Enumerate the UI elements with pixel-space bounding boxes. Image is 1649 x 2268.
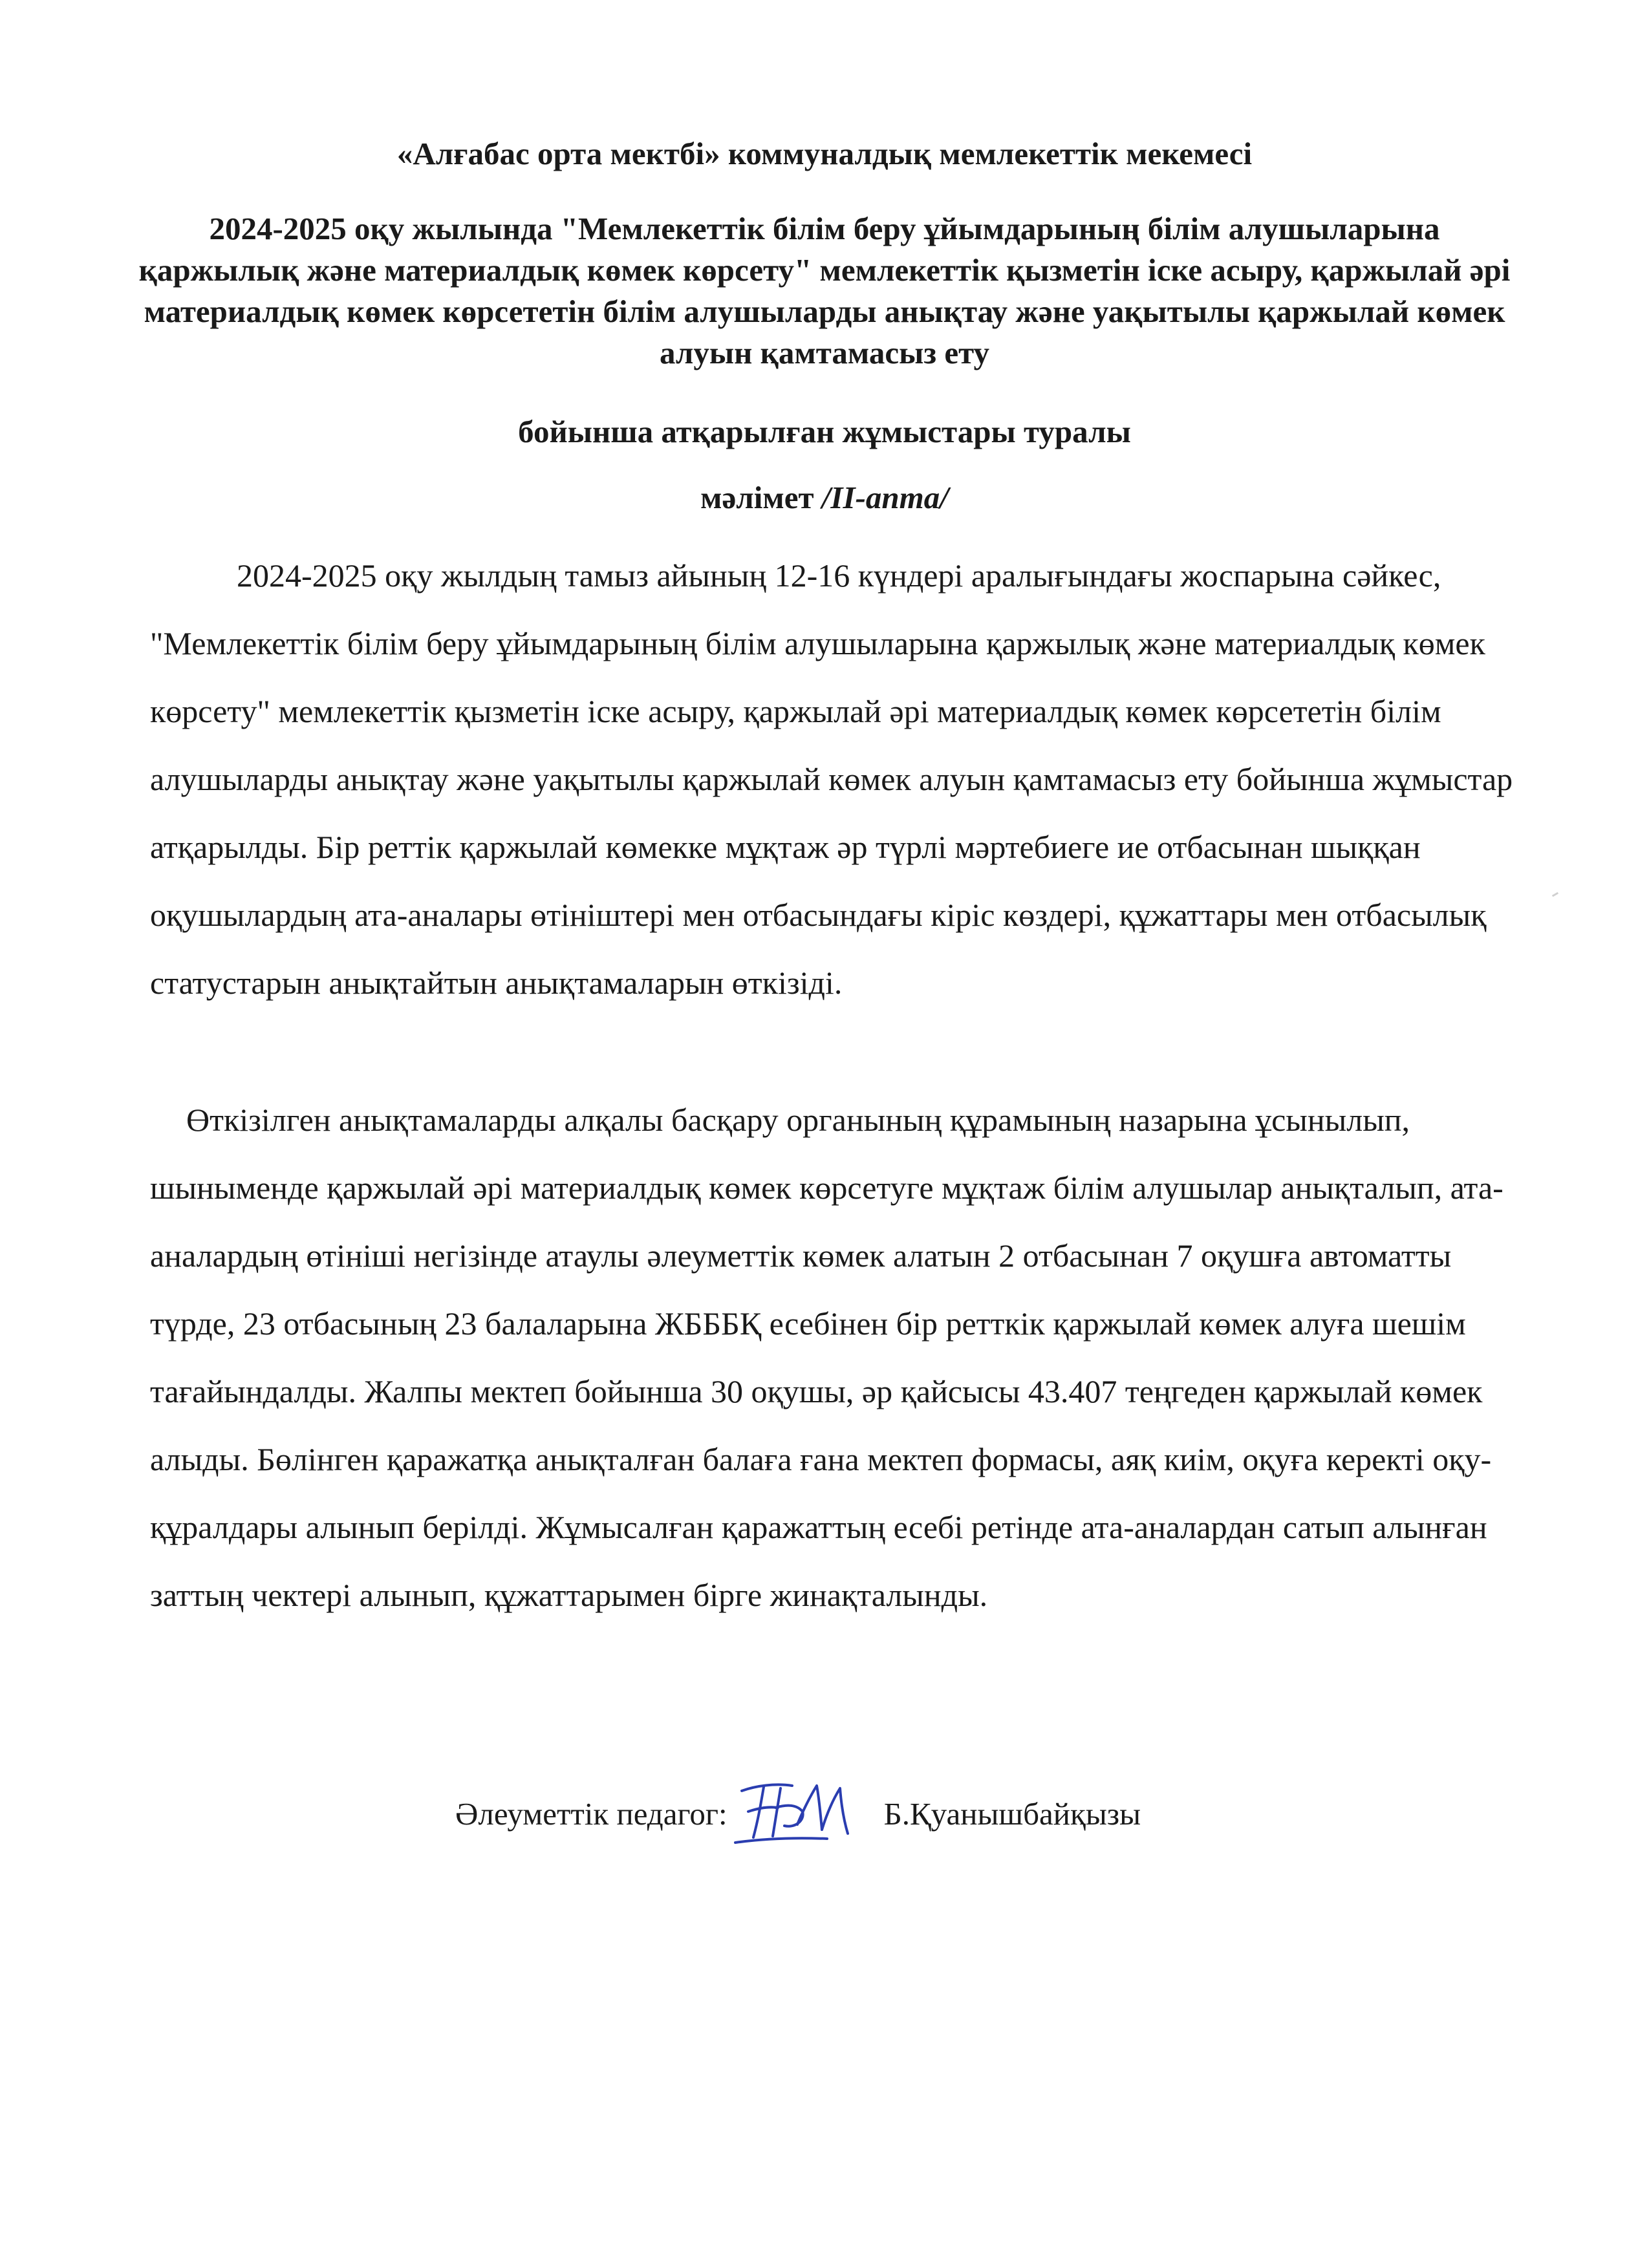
handwritten-signature xyxy=(730,1766,857,1850)
signatory-name: Б.Қуанышбайқызы xyxy=(883,1795,1141,1832)
organization-heading: «Алғабас орта мектбі» коммуналдық мемлекеттік мекемесі xyxy=(396,136,1253,171)
body-paragraph-1: 2024-2025 оқу жылдың тамыз айының 12-16 күндері аралығындағы жоспарына сәйкес, "Мемлекеттік білім беру ұйымдарының білім алушыларына қаржылық және материалдық көмек көрсету" мемлекеттік қызметін іске асыру, қаржылай әрі материалдық көмек көрсететін білім алушыларды анықтау және уақытылы қаржылай көмек алуын қамтамасыз ету бойынша жұмыстар атқарылды. Бір реттік қаржылай көмекке мұқтаж әр түрлі мәртебиеге ие отбасынан шыққан оқушылардың ата-аналары өтініштері мен отбасындағы кіріс көздері, құжаттары мен отбасылық статустарын анықтайтын анықтамаларын өткізіді. xyxy=(150,557,1513,1001)
report-title: 2024-2025 оқу жылында "Мемлекеттік білім беру ұйымдарының білім алушыларына қаржылық және материалдық көмек көрсету" мемлекеттік қызметін іске асыру, қаржылай әрі материалдық көмек көрсететін білім алушыларды анықтау және уақытылы қаржылай көмек алуын қамтамасыз ету xyxy=(138,211,1511,370)
signature-role: Әлеуметтік педагог: xyxy=(455,1795,727,1832)
body-paragraph-2: Өткізілген анықтамаларды алқалы басқару органының құрамының назарына ұсынылып, шынымендe қаржылай әрі материалдық көмек көрсетуге мұқтаж білім алушылар анықталып, ата-аналардың өтініші негізінде атаулы әлеуметтік көмек алатын 2 отбасынан 7 оқушға автоматты түрде, 23 отбасының 23 балаларына ЖБББҚ есебінен бір ретткік қаржылай көмек алуға шешім тағайындалды. Жалпы мектеп бойынша 30 оқушы, әр қайсысы 43.407 теңгеден қаржылай көмек алыды. Бөлінген қаражатқа анықталған балаға ғана мектеп формасы, аяқ киім, оқуға керекті оқу-құралдары алынып берілді. Жұмысалған қаражаттың есебі ретінде ата-аналардан сатып алынған заттың чектері алынып, құжаттарымен бірге жинақталынды. xyxy=(150,1102,1503,1613)
signature-block xyxy=(455,1784,1141,1843)
report-subtitle: бойынша атқарылған жұмыстары туралы xyxy=(518,414,1131,449)
report-label-line xyxy=(129,478,1520,517)
report-week: /II-апта/ xyxy=(821,480,949,515)
report-label: мәлімет xyxy=(700,480,814,515)
scan-speck xyxy=(1552,892,1558,897)
